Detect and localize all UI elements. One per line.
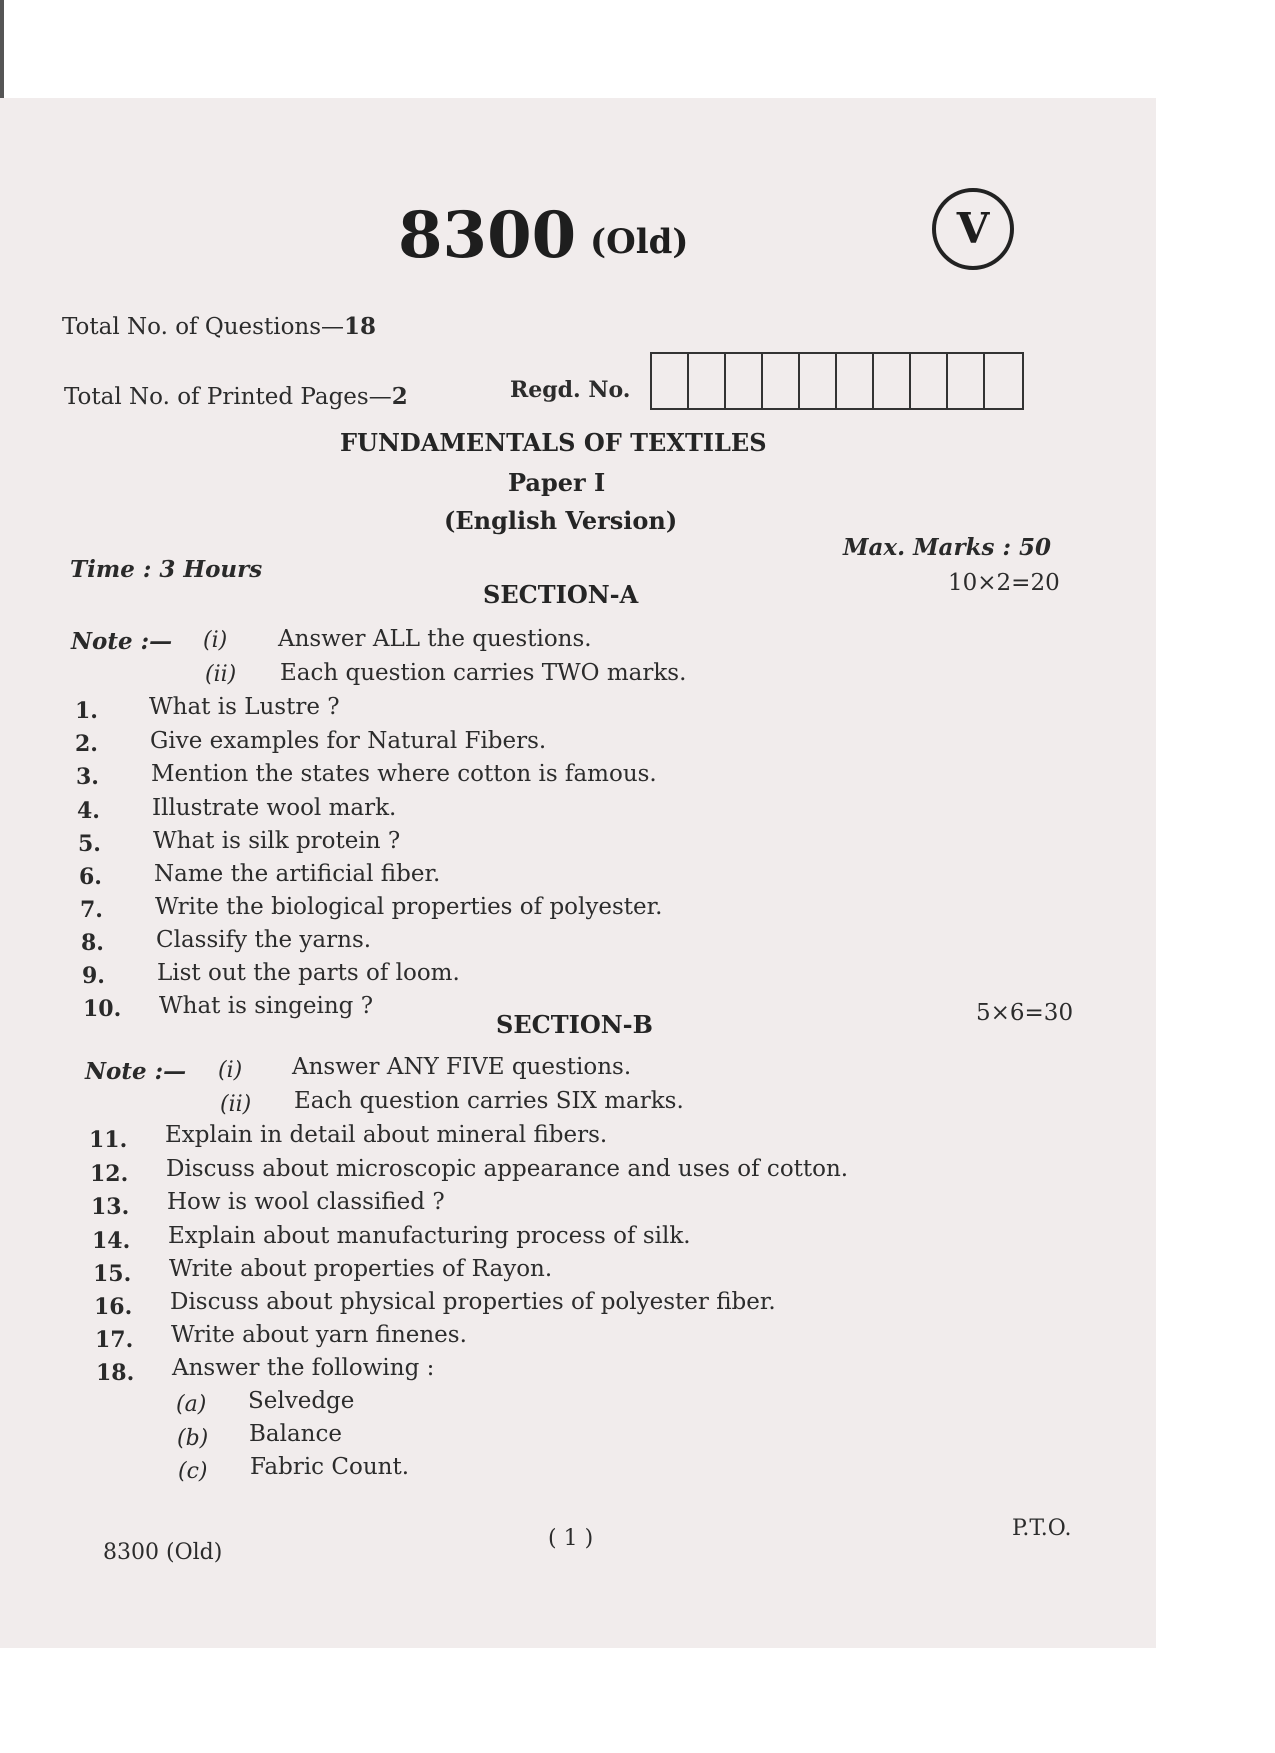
note-text: Each question carries TWO marks.: [280, 660, 687, 686]
question-number: 13.: [91, 1194, 130, 1220]
note-numeral: (i): [203, 628, 228, 653]
regd-digit-box[interactable]: [985, 354, 1022, 408]
regd-digit-box[interactable]: [874, 354, 911, 408]
sub-item-text: Balance: [249, 1421, 342, 1447]
regd-digit-box[interactable]: [689, 354, 726, 408]
question-text: What is silk protein ?: [153, 828, 401, 854]
question-text: Write the biological properties of polyester.: [155, 894, 663, 920]
question-number: 17.: [95, 1327, 134, 1353]
total-questions-label: Total No. of Questions—: [62, 314, 345, 340]
paper-code: 8300: [398, 198, 577, 273]
regd-digit-box[interactable]: [837, 354, 874, 408]
page-number: ( 1 ): [548, 1526, 594, 1551]
question-text: Answer the following :: [172, 1355, 435, 1381]
regd-digit-box[interactable]: [911, 354, 948, 408]
question-text: Explain in detail about mineral fibers.: [165, 1122, 608, 1148]
paper-number: Paper I: [508, 468, 606, 497]
question-text: Write about properties of Rayon.: [169, 1256, 553, 1282]
question-text: What is Lustre ?: [149, 694, 340, 720]
question-text: Illustrate wool mark.: [152, 795, 397, 821]
question-text: Name the artificial fiber.: [154, 861, 441, 887]
question-number: 16.: [94, 1294, 133, 1320]
question-number: 7.: [80, 897, 103, 923]
question-number: 14.: [92, 1228, 131, 1254]
section-b-note-label: Note :—: [85, 1058, 187, 1085]
note-text: Answer ANY FIVE questions.: [292, 1054, 632, 1080]
section-b-title: SECTION-B: [496, 1010, 653, 1039]
question-number: 18.: [96, 1360, 135, 1386]
total-pages-value: 2: [391, 383, 408, 410]
total-pages: [64, 383, 408, 410]
question-number: 4.: [77, 798, 100, 824]
sub-item-text: Selvedge: [248, 1388, 355, 1414]
footer-paper-code: 8300 (Old): [103, 1540, 223, 1565]
regd-digit-box[interactable]: [800, 354, 837, 408]
regd-digit-box[interactable]: [652, 354, 689, 408]
question-text: Give examples for Natural Fibers.: [150, 728, 547, 754]
note-numeral: (ii): [205, 662, 237, 687]
question-text: Classify the yarns.: [156, 927, 372, 953]
version-badge: V: [932, 188, 1014, 270]
question-number: 6.: [79, 864, 102, 890]
question-number: 8.: [81, 930, 104, 956]
note-text: Answer ALL the questions.: [278, 626, 592, 652]
question-number: 15.: [93, 1261, 132, 1287]
sub-item-text: Fabric Count.: [250, 1454, 410, 1480]
total-questions-value: 18: [344, 313, 377, 340]
section-a-title: SECTION-A: [483, 580, 639, 609]
question-number: 11.: [89, 1127, 128, 1153]
paper-code-suffix: (Old): [590, 222, 689, 262]
section-a-note-label: Note :—: [71, 628, 173, 655]
question-number: 12.: [90, 1161, 129, 1187]
question-number: 2.: [75, 731, 98, 757]
exam-time: Time : 3 Hours: [70, 556, 263, 583]
note-text: Each question carries SIX marks.: [294, 1088, 684, 1114]
subject-title: FUNDAMENTALS OF TEXTILES: [340, 428, 767, 457]
regd-no-boxes[interactable]: [650, 352, 1024, 410]
question-text: Mention the states where cotton is famous.: [151, 761, 657, 787]
sub-item-letter: (b): [177, 1426, 209, 1451]
question-number: 5.: [78, 831, 101, 857]
note-numeral: (ii): [220, 1092, 252, 1117]
question-number: 1.: [75, 698, 98, 724]
max-marks: Max. Marks : 50: [843, 534, 1051, 561]
regd-digit-box[interactable]: [948, 354, 985, 408]
question-text: List out the parts of loom.: [157, 960, 460, 986]
regd-digit-box[interactable]: [726, 354, 763, 408]
question-text: Write about yarn finenes.: [171, 1322, 467, 1348]
total-questions: [62, 313, 376, 340]
sub-item-letter: (c): [178, 1459, 208, 1484]
section-b-marks: 5×6=30: [976, 1000, 1074, 1026]
note-numeral: (i): [218, 1058, 243, 1083]
question-number: 10.: [83, 996, 122, 1022]
regd-no-label: Regd. No.: [510, 377, 631, 403]
sub-item-letter: (a): [176, 1392, 207, 1417]
question-text: What is singeing ?: [159, 993, 374, 1019]
question-text: Discuss about microscopic appearance and uses of cotton.: [166, 1156, 849, 1182]
question-text: Discuss about physical properties of polyester fiber.: [170, 1289, 776, 1315]
question-number: 9.: [82, 963, 105, 989]
question-text: How is wool classified ?: [167, 1189, 445, 1215]
total-pages-label: Total No. of Printed Pages—: [64, 384, 392, 410]
please-turn-over: P.T.O.: [1012, 1516, 1072, 1541]
question-number: 3.: [76, 764, 99, 790]
question-text: Explain about manufacturing process of silk.: [168, 1223, 691, 1249]
section-a-marks: 10×2=20: [948, 570, 1060, 596]
regd-digit-box[interactable]: [763, 354, 800, 408]
language-version: (English Version): [444, 506, 678, 535]
